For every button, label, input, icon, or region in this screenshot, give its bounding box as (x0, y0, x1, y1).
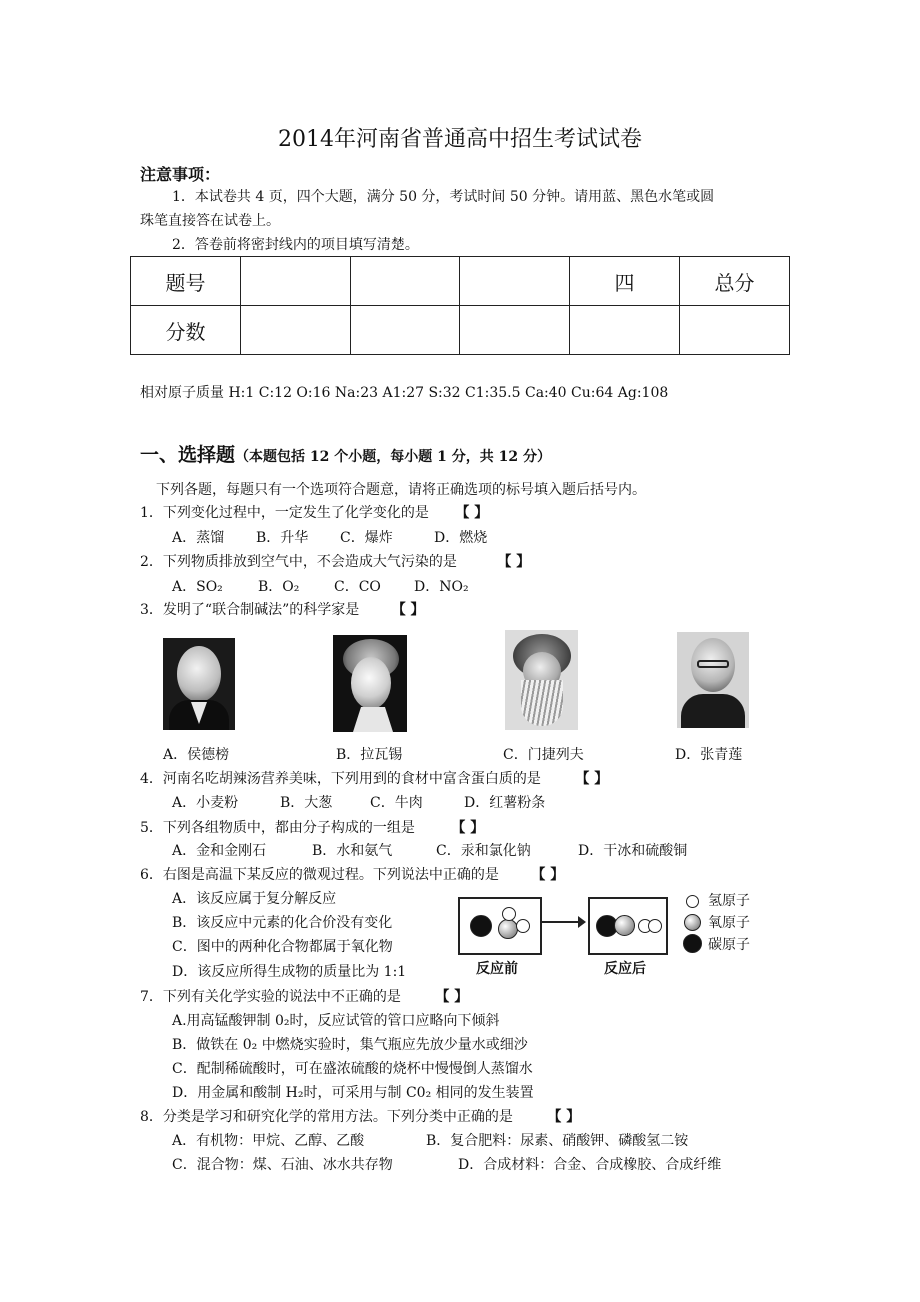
option: B．升华 (256, 530, 309, 546)
option: D．红薯粉条 (464, 795, 546, 811)
answer-bracket[interactable]: 【 】 (391, 602, 425, 618)
option: B．大葱 (280, 795, 333, 811)
question-1-stem (140, 502, 488, 522)
hydrogen-legend-icon (686, 895, 699, 908)
answer-bracket[interactable]: 【 】 (531, 867, 565, 883)
option: C．CO (334, 579, 381, 595)
option: C．爆炸 (340, 530, 393, 546)
question-4-stem (140, 768, 608, 788)
option: B．水和氨气 (312, 843, 393, 859)
question-stem: 3．发明了“联合制碱法”的科学家是 (140, 602, 360, 618)
option: D．合成材料：合金、合成橡胶、合成纤维 (458, 1157, 722, 1173)
question-5-options (172, 840, 687, 860)
notice-line1a: 1．本试卷共 4 页，四个大题，满分 50 分，考试时间 50 分钟。请用蓝、黑色水笔或圆 (172, 189, 715, 205)
question-7-stem (140, 986, 468, 1006)
question-1-options (172, 527, 487, 547)
answer-bracket[interactable]: 【 】 (435, 989, 469, 1005)
question-stem: 7．下列有关化学实验的说法中不正确的是 (140, 989, 401, 1005)
question-stem: 2．下列物质排放到空气中，不会造成大气污染的是 (140, 554, 457, 570)
after-label: 反应后 (604, 961, 646, 977)
section1-heading: 一、选择题 (140, 444, 236, 466)
section1-header (140, 440, 551, 467)
question-8-options-row2 (172, 1154, 721, 1174)
hydrogen-atom (502, 907, 516, 921)
hydrogen-atom (516, 919, 530, 933)
score-table-cell: 分数 (131, 306, 241, 355)
legend-carbon: 碳原子 (708, 937, 750, 953)
option: A．金和金刚石 (172, 843, 267, 859)
portrait-caption-b: B．拉瓦锡 (336, 747, 403, 763)
legend-hydrogen: 氢原子 (708, 893, 750, 909)
portrait-lavoisier (333, 635, 407, 732)
answer-bracket[interactable]: 【 】 (497, 554, 531, 570)
question-6-stem (140, 864, 564, 884)
question-2-stem (140, 551, 530, 571)
notice-heading: 注意事项： (140, 165, 221, 184)
option: A.用高锰酸钾制 0₂时，反应试管的管口应略向下倾斜 (172, 1013, 500, 1029)
score-table-cell (240, 257, 350, 306)
option: C．图中的两种化合物都属于氧化物 (172, 939, 393, 955)
score-table-cell (350, 257, 460, 306)
question-stem: 6．右图是高温下某反应的微观过程。下列说法中正确的是 (140, 867, 499, 883)
carbon-atom (470, 915, 492, 937)
reaction-arrow-icon (538, 912, 588, 932)
score-table-cell: 四 (570, 257, 680, 306)
answer-bracket[interactable]: 【 】 (451, 820, 485, 836)
hydrogen-atom (648, 919, 662, 933)
question-3-stem (140, 599, 425, 619)
question-2-options (172, 576, 469, 596)
option: D．燃烧 (434, 530, 488, 546)
score-table-cell: 题号 (131, 257, 241, 306)
option: A．该反应属于复分解反应 (172, 891, 337, 907)
question-8-stem (140, 1106, 580, 1126)
portrait-hou-debang (163, 638, 235, 730)
atomic-mass-line: 相对原子质量 H:1 C:12 O:16 Na:23 A1:27 S:32 C1:35.5 Ca:40 Cu:64 Ag:108 (140, 385, 669, 401)
score-input-cell[interactable] (460, 306, 570, 355)
option: A．小麦粉 (172, 795, 239, 811)
question-stem: 5．下列各组物质中，都由分子构成的一组是 (140, 820, 415, 836)
reaction-before-box (458, 897, 542, 955)
option: D．NO₂ (414, 579, 469, 595)
legend-oxygen: 氧原子 (708, 915, 750, 931)
score-table (130, 256, 790, 355)
portrait-caption-d: D．张青莲 (675, 747, 743, 763)
page-title: 2014年河南省普通高中招生考试试卷 (278, 127, 642, 152)
question-stem: 8．分类是学习和研究化学的常用方法。下列分类中正确的是 (140, 1109, 513, 1125)
score-input-cell[interactable] (350, 306, 460, 355)
score-input-cell[interactable] (679, 306, 789, 355)
notice-line1b: 珠笔直接答在试卷上。 (140, 213, 280, 229)
notice-line2: 2．答卷前将密封线内的项目填写清楚。 (172, 237, 419, 253)
portrait-caption-a: A．侯德榜 (163, 747, 230, 763)
score-table-cell (460, 257, 570, 306)
section1-instruction: 下列各题，每题只有一个选项符合题意，请将正确选项的标号填入题后括号内。 (156, 482, 646, 498)
question-4-options (172, 792, 545, 812)
option: C．牛肉 (370, 795, 423, 811)
option: A．有机物：甲烷、乙醇、乙酸 (172, 1133, 365, 1149)
option: C．混合物：煤、石油、冰水共存物 (172, 1157, 393, 1173)
reaction-after-box (588, 897, 668, 955)
option: B．该反应中元素的化合价没有变化 (172, 915, 393, 931)
option: C．配制稀硫酸时，可在盛浓硫酸的烧杯中慢慢倒人蒸馏水 (172, 1061, 533, 1077)
before-label: 反应前 (476, 961, 518, 977)
option: B．O₂ (258, 579, 300, 595)
oxygen-atom (498, 919, 518, 939)
question-5-stem (140, 817, 484, 837)
option: C．汞和氯化钠 (436, 843, 531, 859)
question-stem: 1．下列变化过程中，一定发生了化学变化的是 (140, 505, 429, 521)
answer-bracket[interactable]: 【 】 (575, 771, 609, 787)
answer-bracket[interactable]: 【 】 (455, 505, 489, 521)
score-input-cell[interactable] (240, 306, 350, 355)
score-table-cell: 总分 (679, 257, 789, 306)
score-input-cell[interactable] (570, 306, 680, 355)
option: D．用金属和酸制 H₂时，可采用与制 C0₂ 相同的发生装置 (172, 1085, 534, 1101)
oxygen-atom (614, 915, 635, 936)
question-8-options-row1 (172, 1130, 688, 1150)
section1-subheading: （本题包括 12 个小题，每小题 1 分，共 12 分） (235, 449, 551, 465)
portrait-caption-c: C．门捷列夫 (503, 747, 584, 763)
portrait-zhang-qinglian (677, 632, 749, 728)
option: B．做铁在 0₂ 中燃烧实验时，集气瓶应先放少量水或细沙 (172, 1037, 528, 1053)
option: D．干冰和硫酸铜 (578, 843, 688, 859)
carbon-legend-icon (683, 934, 702, 953)
option: A．蒸馏 (172, 530, 225, 546)
option: D．该反应所得生成物的质量比为 1:1 (172, 964, 407, 980)
answer-bracket[interactable]: 【 】 (547, 1109, 581, 1125)
oxygen-legend-icon (684, 914, 701, 931)
option: B．复合肥料：尿素、硝酸钾、磷酸氢二铵 (426, 1133, 689, 1149)
portrait-mendeleev (505, 630, 578, 730)
question-stem: 4．河南名吃胡辣汤营养美味，下列用到的食材中富含蛋白质的是 (140, 771, 541, 787)
option: A．SO₂ (172, 579, 223, 595)
